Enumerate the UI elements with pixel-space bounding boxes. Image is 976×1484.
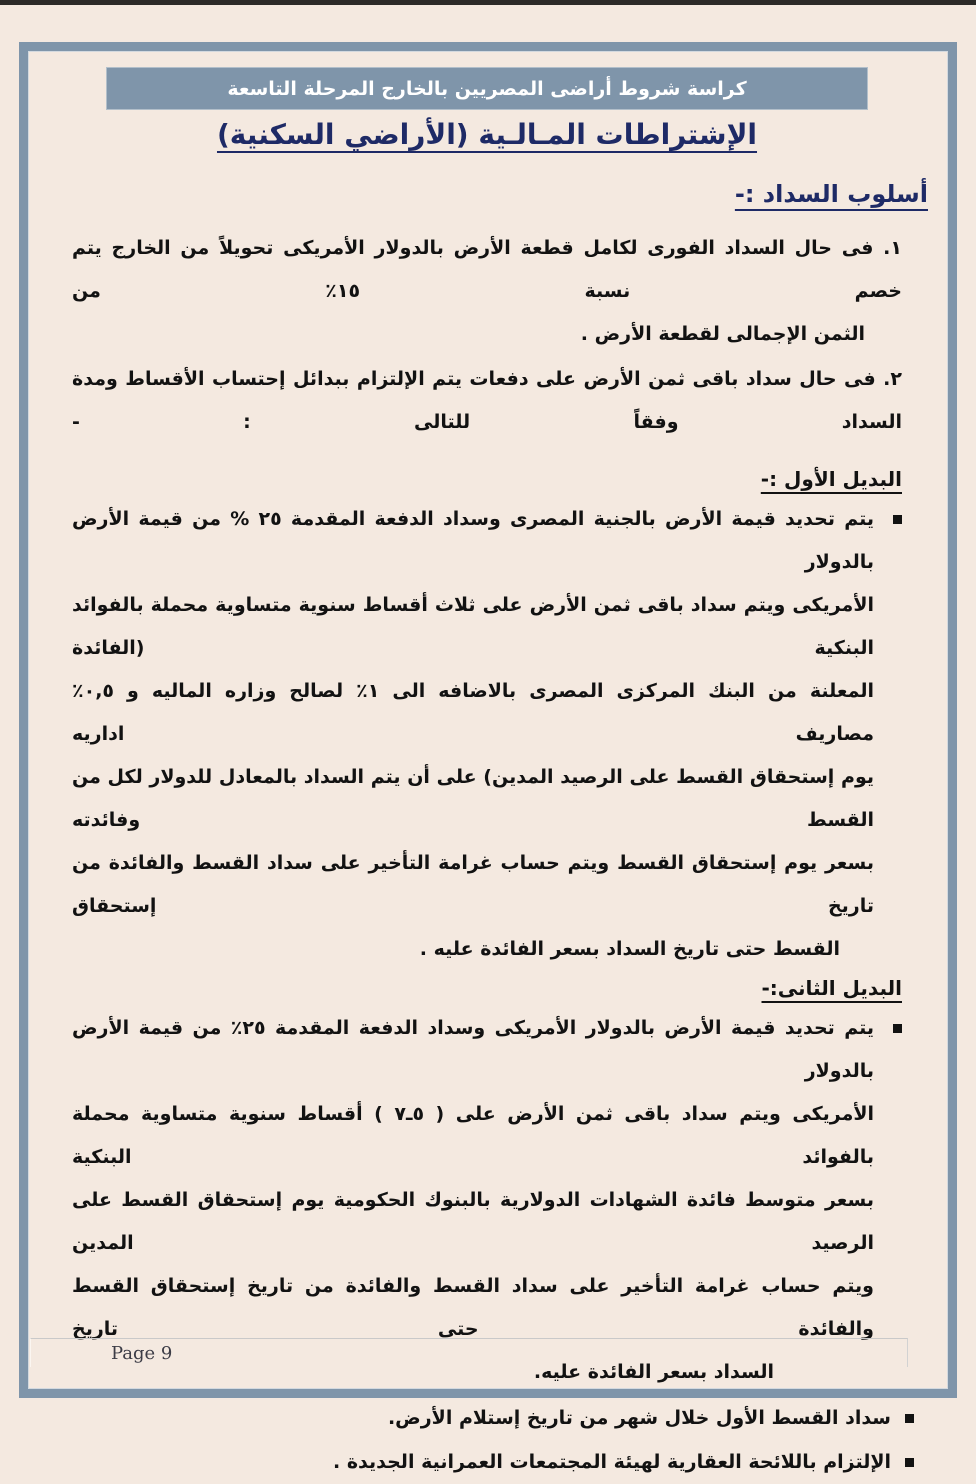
alternative-1-text <box>72 498 874 971</box>
header-banner <box>106 67 868 110</box>
square-bullet-icon <box>905 1414 914 1423</box>
paragraph-line: المعلنة من البنك المركزى المصرى بالاضافه الى ١٪ لصالح وزاره الماليه و ٠,٥٪ مصاريف اداريه <box>72 680 874 745</box>
alternative-2-paragraph <box>72 1007 902 1394</box>
paragraph-line: ويتم حساب غرامة التأخير على سداد القسط والفائدة من تاريخ إستحقاق القسط والفائدة حتى تاريخ <box>72 1275 874 1340</box>
closing-bullet-list <box>72 1396 914 1484</box>
numbered-item-2: ٢. فى حال سداد باقى ثمن الأرض على دفعات يتم الإلتزام ببدائل إحتساب الأقساط ومدة السداد وفقاً للتالى : - <box>72 368 902 433</box>
paragraph-line: يوم إستحقاق القسط على الرصيد المدين) على أن يتم السداد بالمعادل للدولار لكل من القسط وفائدته <box>72 766 874 831</box>
paragraph-line: بسعر متوسط فائدة الشهادات الدولارية بالبنوك الحكومية يوم إستحقاق القسط على الرصيد المدين <box>72 1189 874 1254</box>
paragraph-line: الأمريكى ويتم سداد باقى ثمن الأرض على ثلاث أقساط سنوية متساوية محملة بالفوائد البنكية (الفائدة <box>72 594 874 659</box>
alternative-2-text <box>72 1007 874 1394</box>
paragraph-line: السداد بسعر الفائدة عليه. <box>533 1361 774 1383</box>
alternative-1-paragraph <box>72 498 902 971</box>
square-bullet-icon <box>893 1024 902 1033</box>
paragraph-line: القسط حتى تاريخ السداد بسعر الفائدة عليه . <box>419 938 840 960</box>
list-item-text: الإلتزام باللائحة العقارية لهيئة المجتمعات العمرانية الجديدة . <box>332 1451 891 1473</box>
square-bullet-icon <box>893 515 902 524</box>
page-footer <box>30 1338 908 1367</box>
page-number: Page 9 <box>111 1343 173 1364</box>
numbered-item-1-line-1: ١. فى حال السداد الفورى لكامل قطعة الأرض بالدولار الأمريكى تحويلاً من الخارج يتم خصم نسبة ١٥٪ من <box>72 237 902 302</box>
header-banner-text: كراسة شروط أراضى المصريين بالخارج المرحلة التاسعة <box>227 77 747 100</box>
page-title: الإشتراطات المـالـية (الأراضي السكنية) <box>216 118 758 151</box>
paragraph-line: يتم تحديد قيمة الأرض بالجنية المصرى وسداد الدفعة المقدمة ٢٥ % من قيمة الأرض بالدولار <box>72 508 874 573</box>
page-content <box>28 51 948 1473</box>
paragraph-line: الأمريكى ويتم سداد باقى ثمن الأرض على ( ٥ـ٧ ) أقساط سنوية متساوية محملة بالفوائد البنكية <box>72 1103 874 1168</box>
alternative-2-heading: البديل الثانى:- <box>761 976 902 1000</box>
numbered-item-1 <box>72 227 902 356</box>
list-item <box>72 1440 914 1484</box>
list-item <box>72 1396 914 1440</box>
screen-top-strip <box>0 0 976 5</box>
section-heading-payment-method: أسلوب السداد :- <box>734 180 928 208</box>
page-frame <box>19 42 957 1473</box>
alternative-1-heading: البديل الأول :- <box>760 467 902 491</box>
numbered-item-1-line-2: الثمن الإجمالى لقطعة الأرض . <box>580 323 865 345</box>
square-bullet-icon <box>905 1458 914 1467</box>
list-item-text: سداد القسط الأول خلال شهر من تاريخ إستلام الأرض. <box>387 1407 891 1429</box>
paragraph-line: بسعر يوم إستحقاق القسط ويتم حساب غرامة التأخير على سداد القسط والفائدة من تاريخ إستحقاق <box>72 852 874 917</box>
paragraph-line: يتم تحديد قيمة الأرض بالدولار الأمريكى وسداد الدفعة المقدمة ٢٥٪ من قيمة الأرض بالدولار <box>72 1017 874 1082</box>
